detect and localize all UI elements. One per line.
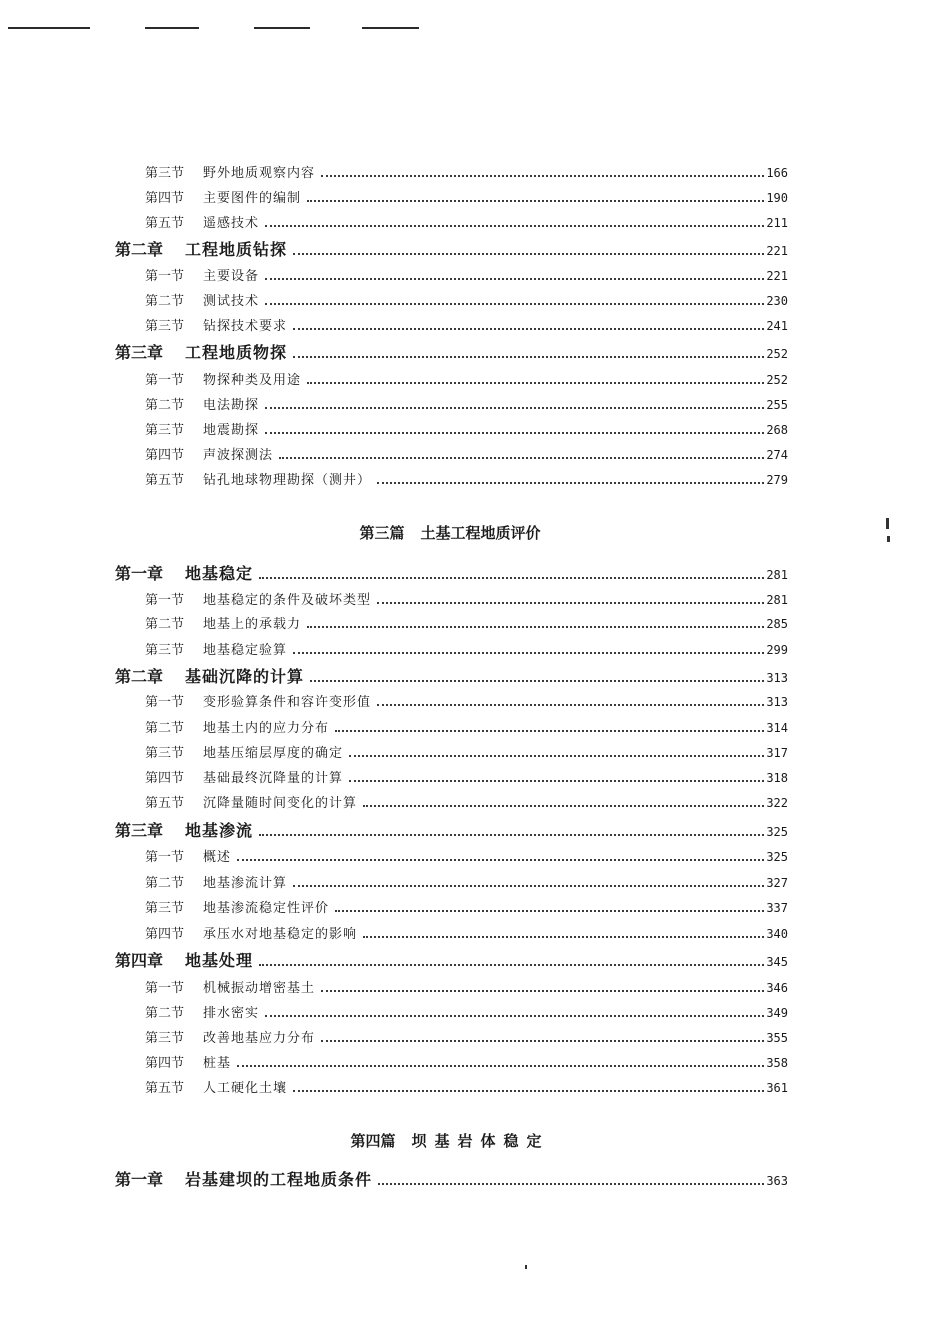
section-title: 声波探测法: [203, 448, 274, 463]
chapter-title: 工程地质物探: [185, 343, 288, 362]
page-number: 241: [766, 319, 788, 333]
section-number: 第三节: [145, 746, 185, 761]
section-title: 基础最终沉降量的计算: [203, 771, 344, 786]
section-title: 主要设备: [203, 269, 260, 284]
page-number: 361: [766, 1081, 788, 1095]
page-number: 314: [766, 721, 788, 735]
dot-leader: [265, 407, 764, 409]
dot-leader: [335, 730, 764, 732]
page-number: 285: [766, 617, 788, 631]
dot-leader: [293, 885, 764, 887]
chapter-number: 第二章: [115, 240, 164, 259]
chapter-title: 地基处理: [185, 951, 254, 970]
section-number: 第四节: [145, 191, 185, 206]
section-entry: [145, 212, 788, 231]
dot-leader: [265, 225, 764, 227]
section-title: 地基稳定的条件及破坏类型: [203, 593, 372, 608]
section-title: 地基渗流稳定性评价: [203, 901, 330, 916]
section-title: 主要图件的编制: [203, 191, 302, 206]
dot-leader: [237, 1065, 764, 1067]
section-entry: [145, 394, 788, 413]
dot-leader: [259, 964, 764, 966]
chapter-number: 第二章: [115, 667, 164, 686]
section-title: 沉降量随时间变化的计算: [203, 796, 358, 811]
chapter-entry: [115, 948, 788, 971]
section-title: 地基压缩层厚度的确定: [203, 746, 344, 761]
section-entry: [145, 846, 788, 865]
page-number: 317: [766, 746, 788, 760]
section-entry: [145, 444, 788, 463]
dot-leader: [307, 200, 764, 202]
section-title: 地基土内的应力分布: [203, 721, 330, 736]
page-number: 322: [766, 796, 788, 810]
section-entry: [145, 1002, 788, 1021]
section-entry: [145, 315, 788, 334]
chapter-number: 第四章: [115, 951, 164, 970]
dot-leader: [349, 780, 764, 782]
section-entry: [145, 265, 788, 284]
section-number: 第二节: [145, 294, 185, 309]
section-number: 第一节: [145, 593, 185, 608]
part-number: 第三篇: [359, 524, 405, 542]
dot-leader: [307, 382, 764, 384]
section-title: 改善地基应力分布: [203, 1031, 316, 1046]
page-number: 327: [766, 876, 788, 890]
section-number: 第四节: [145, 927, 185, 942]
part-title: 土基工程地质评价: [420, 524, 541, 542]
page-number: 279: [766, 473, 788, 487]
page-number: 313: [766, 671, 788, 685]
section-title: 钻孔地球物理勘探（测井）: [203, 473, 372, 488]
section-title: 地基稳定验算: [203, 643, 288, 658]
page-number: 345: [766, 955, 788, 969]
chapter-entry: [115, 818, 788, 841]
section-number: 第二节: [145, 398, 185, 413]
chapter-title: 岩基建坝的工程地质条件: [185, 1170, 373, 1189]
dot-leader: [293, 356, 764, 358]
page-number: 221: [766, 269, 788, 283]
page-number: 313: [766, 695, 788, 709]
section-number: 第一节: [145, 981, 185, 996]
dot-leader: [279, 457, 764, 459]
section-number: 第四节: [145, 448, 185, 463]
dot-leader: [335, 910, 764, 912]
dot-leader: [349, 755, 764, 757]
section-entry: [145, 977, 788, 996]
page-number: 340: [766, 927, 788, 941]
section-title: 承压水对地基稳定的影响: [203, 927, 358, 942]
page-number: 281: [766, 593, 788, 607]
dot-leader: [377, 602, 764, 604]
page-number: 230: [766, 294, 788, 308]
section-entry: [145, 589, 788, 608]
section-number: 第二节: [145, 1006, 185, 1021]
dot-leader: [363, 936, 764, 938]
page-number: 166: [766, 166, 788, 180]
section-entry: [145, 923, 788, 942]
chapter-number: 第三章: [115, 343, 164, 362]
section-entry: [145, 1052, 788, 1071]
chapter-entry: [115, 340, 788, 363]
section-title: 地基渗流计算: [203, 876, 288, 891]
section-number: 第一节: [145, 695, 185, 710]
section-entry: [145, 469, 788, 488]
section-entry: [145, 872, 788, 891]
section-entry: [145, 369, 788, 388]
section-number: 第五节: [145, 216, 185, 231]
dot-leader: [321, 990, 764, 992]
section-number: 第五节: [145, 473, 185, 488]
dot-leader: [265, 1015, 764, 1017]
page-number: 355: [766, 1031, 788, 1045]
page-number: 190: [766, 191, 788, 205]
dot-leader: [377, 482, 764, 484]
section-title: 物探种类及用途: [203, 373, 302, 388]
dot-leader: [259, 834, 764, 836]
section-number: 第五节: [145, 1081, 185, 1096]
section-number: 第二节: [145, 876, 185, 891]
section-title: 地震勘探: [203, 423, 260, 438]
section-entry: [145, 742, 788, 761]
page-number: 252: [766, 347, 788, 361]
dot-leader: [265, 303, 764, 305]
section-number: 第二节: [145, 721, 185, 736]
section-number: 第五节: [145, 796, 185, 811]
section-entry: [145, 613, 788, 632]
section-number: 第三节: [145, 1031, 185, 1046]
section-title: 钻探技术要求: [203, 319, 288, 334]
page-number: 299: [766, 643, 788, 657]
section-number: 第四节: [145, 1056, 185, 1071]
chapter-number: 第三章: [115, 821, 164, 840]
page-number: 268: [766, 423, 788, 437]
section-entry: [145, 1077, 788, 1096]
dot-leader: [377, 704, 764, 706]
chapter-number: 第一章: [115, 1170, 164, 1189]
part-title: 坝基岩体稳定: [411, 1132, 550, 1150]
page-number: 325: [766, 850, 788, 864]
section-title: 概述: [203, 850, 232, 865]
section-title: 遥感技术: [203, 216, 260, 231]
chapter-entry: [115, 237, 788, 260]
page-number: 255: [766, 398, 788, 412]
dot-leader: [293, 328, 764, 330]
dot-leader: [237, 859, 764, 861]
section-number: 第一节: [145, 850, 185, 865]
section-entry: [145, 290, 788, 309]
dot-leader: [293, 652, 764, 654]
part-heading: [0, 1130, 900, 1151]
chapter-entry: [115, 561, 788, 584]
section-number: 第三节: [145, 319, 185, 334]
section-entry: [145, 162, 788, 181]
section-entry: [145, 691, 788, 710]
dot-leader: [293, 253, 764, 255]
section-entry: [145, 792, 788, 811]
part-number: 第四篇: [350, 1132, 396, 1150]
part-heading: [0, 522, 900, 543]
dot-leader: [293, 1090, 764, 1092]
section-entry: [145, 767, 788, 786]
chapter-entry: [115, 1167, 788, 1190]
dot-leader: [321, 1040, 764, 1042]
section-title: 野外地质观察内容: [203, 166, 316, 181]
dot-leader: [265, 278, 764, 280]
section-title: 人工硬化土壤: [203, 1081, 288, 1096]
section-number: 第四节: [145, 771, 185, 786]
page-number: 211: [766, 216, 788, 230]
page-number: 281: [766, 568, 788, 582]
section-number: 第二节: [145, 617, 185, 632]
page-number: 337: [766, 901, 788, 915]
section-number: 第一节: [145, 269, 185, 284]
section-entry: [145, 717, 788, 736]
page-number: 358: [766, 1056, 788, 1070]
section-number: 第一节: [145, 373, 185, 388]
page-number: 363: [766, 1174, 788, 1188]
page-number: 318: [766, 771, 788, 785]
page-number: 349: [766, 1006, 788, 1020]
section-number: 第三节: [145, 423, 185, 438]
chapter-title: 工程地质钻探: [185, 240, 288, 259]
dot-leader: [307, 626, 764, 628]
section-title: 测试技术: [203, 294, 260, 309]
section-title: 桩基: [203, 1056, 232, 1071]
dot-leader: [259, 577, 764, 579]
dot-leader: [265, 432, 764, 434]
section-title: 地基上的承载力: [203, 617, 302, 632]
section-number: 第三节: [145, 166, 185, 181]
section-number: 第三节: [145, 643, 185, 658]
dot-leader: [363, 805, 764, 807]
section-title: 排水密实: [203, 1006, 260, 1021]
chapter-entry: [115, 664, 788, 687]
dot-leader: [321, 175, 764, 177]
section-entry: [145, 897, 788, 916]
section-title: 变形验算条件和容许变形值: [203, 695, 372, 710]
page-number: 252: [766, 373, 788, 387]
section-title: 机械振动增密基土: [203, 981, 316, 996]
section-entry: [145, 639, 788, 658]
chapter-number: 第一章: [115, 564, 164, 583]
page-number: 274: [766, 448, 788, 462]
page-number: 221: [766, 244, 788, 258]
chapter-title: 地基渗流: [185, 821, 254, 840]
section-number: 第三节: [145, 901, 185, 916]
dot-leader: [310, 680, 764, 682]
page-number: 346: [766, 981, 788, 995]
section-entry: [145, 1027, 788, 1046]
chapter-title: 地基稳定: [185, 564, 254, 583]
page-number: 325: [766, 825, 788, 839]
section-entry: [145, 419, 788, 438]
section-title: 电法勘探: [203, 398, 260, 413]
chapter-title: 基础沉降的计算: [185, 667, 305, 686]
section-entry: [145, 187, 788, 206]
dot-leader: [378, 1183, 764, 1185]
